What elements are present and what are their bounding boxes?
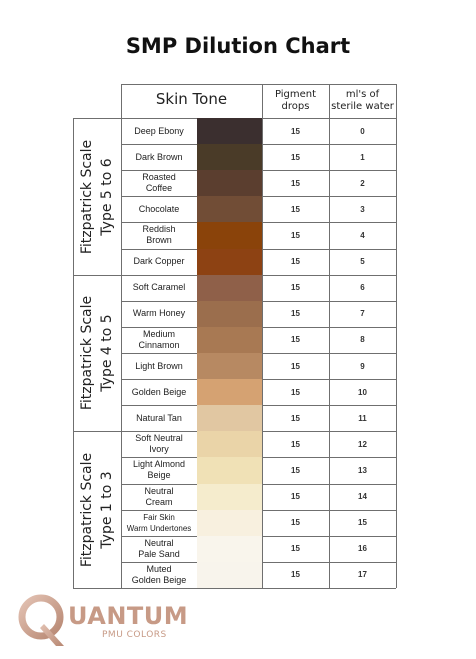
pigment-drops-value: 15 xyxy=(291,335,300,345)
table-bottom-border xyxy=(73,588,396,589)
table-row xyxy=(121,144,396,170)
skin-tone-name-line1: Light Brown xyxy=(135,360,183,371)
table-row xyxy=(121,484,396,510)
skin-tone-name-line1: Dark Copper xyxy=(133,256,185,267)
skin-tone-name xyxy=(121,275,197,301)
pigment-drops-value: 15 xyxy=(291,152,300,162)
color-swatch xyxy=(197,405,262,431)
table-row xyxy=(121,431,396,457)
quantum-logo xyxy=(14,590,189,650)
group-label-line1: Fitzpatrick Scale xyxy=(79,452,96,567)
sterile-water-value: 8 xyxy=(360,335,365,345)
skin-tone-name-line1: Dark Brown xyxy=(135,151,183,162)
skin-tone-name-line1: Medium xyxy=(142,328,175,339)
color-swatch xyxy=(197,118,262,144)
skin-tone-name xyxy=(121,536,197,562)
sterile-water-value: 3 xyxy=(360,204,365,214)
pigment-header-line1: Pigment xyxy=(274,89,317,100)
table-row xyxy=(121,275,396,301)
color-swatch xyxy=(197,431,262,457)
pigment-drops-value: 15 xyxy=(291,283,300,293)
color-swatch xyxy=(197,353,262,379)
color-swatch xyxy=(197,562,262,588)
skin-tone-name xyxy=(121,510,197,536)
skin-tone-name-line2: Pale Sand xyxy=(138,548,180,559)
table-row xyxy=(121,196,396,222)
skin-tone-name-line1: Warm Honey xyxy=(132,308,186,319)
table-row xyxy=(121,327,396,353)
skin-tone-name-line1: Chocolate xyxy=(138,203,180,214)
skin-tone-name xyxy=(121,170,197,196)
color-swatch xyxy=(197,457,262,483)
color-swatch xyxy=(197,536,262,562)
skin-tone-name xyxy=(121,118,197,144)
pigment-drops-value: 15 xyxy=(291,309,300,319)
group-label-type-5-6 xyxy=(73,118,121,275)
group-label-line1: Fitzpatrick Scale xyxy=(79,139,96,254)
skin-tone-name xyxy=(121,405,197,431)
group-label-type-1-3 xyxy=(73,431,121,588)
skin-tone-name-line2: Cinnamon xyxy=(138,339,180,350)
group-label-line2: Type 5 to 6 xyxy=(99,157,116,236)
table-row xyxy=(121,379,396,405)
color-swatch xyxy=(197,510,262,536)
table-row xyxy=(121,249,396,275)
color-swatch xyxy=(197,301,262,327)
pigment-drops-value: 15 xyxy=(291,361,300,371)
skin-tone-header: Skin Tone xyxy=(155,90,228,108)
sterile-water-value: 6 xyxy=(360,283,365,293)
color-swatch xyxy=(197,170,262,196)
sterile-water-header xyxy=(329,89,396,113)
sterile-water-value: 14 xyxy=(358,492,367,502)
table-row xyxy=(121,222,396,248)
sterile-water-value: 1 xyxy=(360,152,365,162)
table-row xyxy=(121,562,396,588)
sterile-water-value: 5 xyxy=(360,257,365,267)
pigment-drops-value: 15 xyxy=(291,570,300,580)
pigment-drops-value: 15 xyxy=(291,413,300,423)
color-swatch xyxy=(197,222,262,248)
skin-tone-name xyxy=(121,301,197,327)
table-row xyxy=(121,405,396,431)
group-label-line1: Fitzpatrick Scale xyxy=(79,295,96,411)
skin-tone-name-line1: Deep Ebony xyxy=(134,125,184,136)
pigment-drops-value: 15 xyxy=(291,518,300,528)
sterile-water-value: 4 xyxy=(360,230,365,240)
pigment-drops-value: 15 xyxy=(291,257,300,267)
skin-tone-name-line2: Warm Undertones xyxy=(126,523,192,533)
skin-tone-name-line2: Brown xyxy=(146,235,172,246)
skin-tone-name-line1: Fair Skin xyxy=(143,512,175,522)
skin-tone-name-line1: Reddish xyxy=(142,224,176,235)
table-row xyxy=(121,118,396,144)
table-row xyxy=(121,353,396,379)
sterile-water-value: 16 xyxy=(358,544,367,554)
sterile-water-value: 11 xyxy=(358,413,367,423)
table-row xyxy=(121,536,396,562)
skin-tone-name-line2: Cream xyxy=(145,496,173,507)
skin-tone-name xyxy=(121,327,197,353)
table-row xyxy=(121,457,396,483)
table-right-border xyxy=(396,84,397,588)
sterile-water-value: 7 xyxy=(360,309,365,319)
pigment-drops-value: 15 xyxy=(291,465,300,475)
sterile-water-value: 10 xyxy=(358,387,367,397)
sterile-water-value: 9 xyxy=(360,361,365,371)
water-header-line2: sterile water xyxy=(331,101,394,112)
skin-tone-name-line1: Neutral xyxy=(144,537,174,548)
pigment-drops-value: 15 xyxy=(291,492,300,502)
pigment-drops-value: 15 xyxy=(291,387,300,397)
skin-tone-name-line2: Coffee xyxy=(145,183,173,194)
skin-tone-name xyxy=(121,249,197,275)
skin-tone-name-line2: Golden Beige xyxy=(131,574,187,585)
pigment-drops-value: 15 xyxy=(291,439,300,449)
skin-tone-name xyxy=(121,379,197,405)
skin-tone-name xyxy=(121,353,197,379)
pigment-header-line2: drops xyxy=(281,101,310,112)
sterile-water-value: 15 xyxy=(358,518,367,528)
skin-tone-name xyxy=(121,222,197,248)
logo-subtitle: PMU COLORS xyxy=(102,630,167,640)
skin-tone-name xyxy=(121,144,197,170)
skin-tone-name xyxy=(121,196,197,222)
table-row xyxy=(121,170,396,196)
group-label-type-4-5 xyxy=(73,275,121,431)
skin-tone-name xyxy=(121,484,197,510)
color-swatch xyxy=(197,275,262,301)
skin-tone-name xyxy=(121,431,197,457)
skin-tone-name-line1: Neutral xyxy=(144,485,174,496)
table-row xyxy=(121,510,396,536)
skin-tone-name-line1: Soft Caramel xyxy=(132,282,186,293)
pigment-drops-value: 15 xyxy=(291,126,300,136)
skin-tone-name xyxy=(121,457,197,483)
pigment-drops-value: 15 xyxy=(291,544,300,554)
chart-title: SMP Dilution Chart xyxy=(125,34,351,58)
color-swatch xyxy=(197,196,262,222)
logo-wordmark: UANTUM xyxy=(68,602,189,630)
pigment-drops-header xyxy=(262,89,329,113)
quantum-q-icon xyxy=(14,590,74,650)
sterile-water-value: 12 xyxy=(358,439,367,449)
skin-tone-name xyxy=(121,562,197,588)
color-swatch xyxy=(197,379,262,405)
skin-tone-name-line1: Roasted xyxy=(142,172,176,183)
color-swatch xyxy=(197,484,262,510)
sterile-water-value: 13 xyxy=(358,465,367,475)
pigment-drops-value: 15 xyxy=(291,230,300,240)
pigment-drops-value: 15 xyxy=(291,204,300,214)
skin-tone-name-line1: Light Almond xyxy=(132,459,186,470)
color-swatch xyxy=(197,144,262,170)
water-header-line1: ml's of xyxy=(345,89,380,100)
sterile-water-value: 0 xyxy=(360,126,365,136)
skin-tone-name-line1: Natural Tan xyxy=(136,412,182,423)
group-label-line2: Type 1 to 3 xyxy=(99,470,116,549)
skin-tone-name-line2: Ivory xyxy=(149,444,169,455)
sterile-water-value: 2 xyxy=(360,178,365,188)
table-row xyxy=(121,301,396,327)
skin-tone-name-line1: Muted xyxy=(146,563,172,574)
header-top-border xyxy=(121,84,396,85)
skin-tone-name-line2: Beige xyxy=(147,470,171,481)
skin-tone-name-line1: Golden Beige xyxy=(131,386,187,397)
color-swatch xyxy=(197,249,262,275)
group-label-line2: Type 4 to 5 xyxy=(99,314,116,392)
sterile-water-value: 17 xyxy=(358,570,367,580)
skin-tone-name-line1: Soft Neutral xyxy=(135,433,183,444)
pigment-drops-value: 15 xyxy=(291,178,300,188)
color-swatch xyxy=(197,327,262,353)
